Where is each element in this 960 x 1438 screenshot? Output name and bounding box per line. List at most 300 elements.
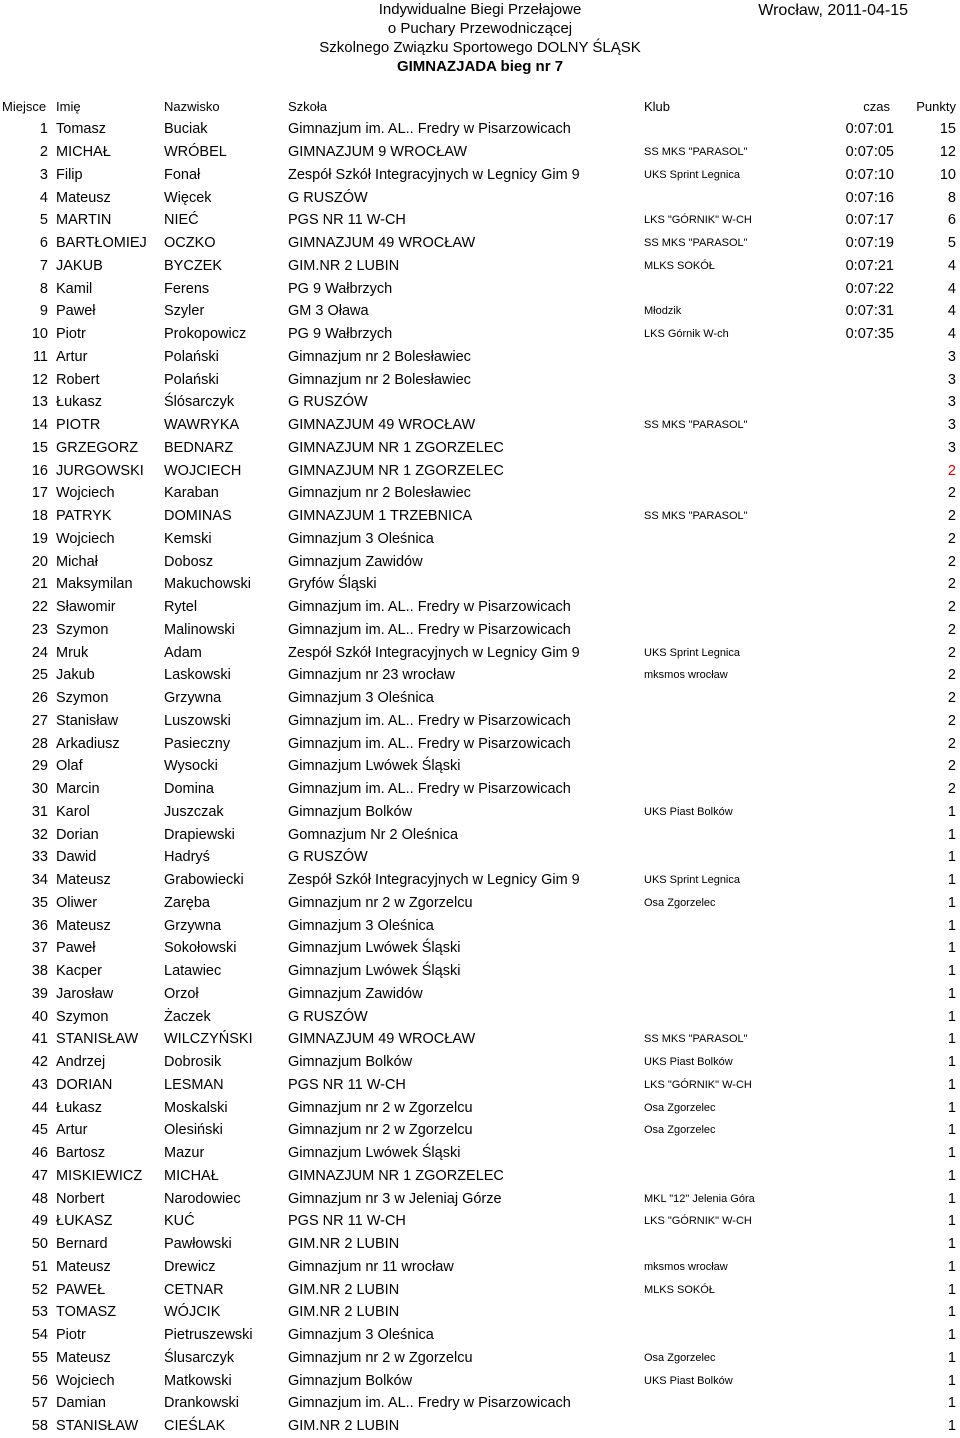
last-name-cell: CETNAR (164, 1281, 224, 1298)
last-name-cell: Żaczek (164, 1008, 211, 1025)
place-cell: 12 (31, 371, 48, 388)
last-name-cell: Drapiewski (164, 826, 235, 843)
time-cell: 0:07:22 (845, 280, 894, 297)
school-cell: GIMNAZJUM 1 TRZEBNICA (288, 508, 473, 525)
title-line-2: o Puchary Przewodniczącej (387, 20, 573, 37)
club-cell: UKS Piast Bolków (644, 805, 733, 818)
place-cell: 40 (31, 1008, 48, 1025)
place-cell: 13 (31, 394, 48, 411)
first-name-cell: Olaf (56, 758, 83, 775)
table-row (0, 596, 960, 619)
last-name-cell: WRÓBEL (164, 144, 227, 161)
last-name-cell: Karaban (164, 485, 219, 502)
school-cell: GIMNAZJUM 49 WROCŁAW (288, 235, 476, 252)
first-name-cell: Mateusz (56, 189, 111, 206)
club-cell: mksmos wrocław (644, 669, 728, 682)
place-cell: 37 (31, 940, 48, 957)
school-cell: Gimnazjum 3 Oleśnica (288, 690, 434, 707)
time-cell (804, 459, 900, 482)
place-cell: 39 (31, 985, 48, 1002)
first-name-cell: BARTŁOMIEJ (56, 235, 147, 252)
time-cell: 0:07:01 (845, 121, 894, 138)
first-name-cell: Łukasz (56, 1099, 102, 1116)
table-row (0, 346, 960, 369)
points-cell: 1 (947, 1349, 956, 1366)
club-cell (644, 277, 804, 300)
school-cell: Gimnazjum nr 11 wrocław (288, 1258, 454, 1275)
club-cell: Młodzik (644, 305, 682, 318)
points-cell: 15 (939, 121, 956, 138)
last-name-cell: KUĆ (164, 1213, 195, 1230)
time-cell (804, 710, 900, 733)
time-cell (804, 1210, 900, 1233)
points-cell: 3 (947, 417, 956, 434)
table-row (0, 1165, 960, 1188)
place-cell: 28 (31, 735, 48, 752)
last-name-cell: Szyler (164, 303, 205, 320)
time-cell: 0:07:10 (845, 166, 894, 183)
points-cell: 3 (947, 348, 956, 365)
table-row (0, 1256, 960, 1279)
first-name-cell: Łukasz (56, 394, 102, 411)
time-cell: 0:07:16 (845, 189, 894, 206)
table-row (0, 414, 960, 437)
time-cell (804, 482, 900, 505)
last-name-cell: Pietruszewski (164, 1327, 253, 1344)
place-cell: 33 (31, 849, 48, 866)
school-cell: GIMNAZJUM 9 WROCŁAW (288, 144, 468, 161)
last-name-cell: NIEĆ (164, 212, 199, 229)
last-name-cell: Pasieczny (164, 735, 231, 752)
column-header-last-name: Nazwisko (164, 98, 220, 114)
first-name-cell: Paweł (56, 303, 96, 320)
points-cell: 2 (947, 485, 956, 502)
time-cell (804, 1301, 900, 1324)
first-name-cell: Mateusz (56, 1349, 111, 1366)
last-name-cell: WÓJCIK (164, 1304, 221, 1321)
first-name-cell: Artur (56, 348, 88, 365)
points-cell: 1 (947, 1099, 956, 1116)
club-cell (644, 846, 804, 869)
last-name-cell: Prokopowicz (164, 326, 247, 343)
club-cell: Osa Zgorzelec (644, 1351, 716, 1364)
school-cell: Gimnazjum Lwówek Śląski (288, 758, 461, 775)
time-cell (804, 505, 900, 528)
club-cell (644, 459, 804, 482)
school-cell: Gimnazjum Lwówek Śląski (288, 1145, 461, 1162)
school-cell: PGS NR 11 W-CH (288, 1076, 406, 1093)
time-cell (804, 619, 900, 642)
first-name-cell: Jakub (56, 667, 95, 684)
club-cell (644, 687, 804, 710)
first-name-cell: Mateusz (56, 1258, 111, 1275)
points-cell: 1 (947, 894, 956, 911)
time-cell (804, 368, 900, 391)
time-cell (804, 1233, 900, 1256)
first-name-cell: STANISŁAW (56, 1418, 139, 1435)
table-row (0, 186, 960, 209)
school-cell: PGS NR 11 W-CH (288, 212, 406, 229)
club-cell: SS MKS "PARASOL" (644, 237, 748, 250)
first-name-cell: Kamil (56, 280, 93, 297)
table-row (0, 1187, 960, 1210)
school-cell: Gimnazjum im. AL.. Fredry w Pisarzowicach (288, 621, 571, 638)
first-name-cell: Dorian (56, 826, 99, 843)
time-cell: 0:07:35 (845, 326, 894, 343)
first-name-cell: PATRYK (56, 508, 112, 525)
last-name-cell: Moskalski (164, 1099, 228, 1116)
first-name-cell: ŁUKASZ (56, 1213, 113, 1230)
first-name-cell: JAKUB (56, 257, 103, 274)
place-cell: 18 (31, 508, 48, 525)
club-cell (644, 914, 804, 937)
last-name-cell: Adam (164, 644, 202, 661)
school-cell: Gimnazjum Bolków (288, 1054, 413, 1071)
table-row (0, 209, 960, 232)
points-cell: 12 (939, 144, 956, 161)
points-cell: 1 (947, 1145, 956, 1162)
school-cell: Gimnazjum im. AL.. Fredry w Pisarzowicach (288, 781, 571, 798)
table-row (0, 823, 960, 846)
last-name-cell: Polański (164, 348, 219, 365)
points-cell: 2 (947, 735, 956, 752)
place-cell: 6 (39, 235, 48, 252)
last-name-cell: Latawiec (164, 963, 222, 980)
time-cell (804, 1278, 900, 1301)
club-cell (644, 528, 804, 551)
place-cell: 7 (39, 257, 48, 274)
club-cell (644, 937, 804, 960)
place-cell: 51 (31, 1258, 48, 1275)
points-cell: 4 (947, 257, 956, 274)
place-cell: 53 (31, 1304, 48, 1321)
first-name-cell: MICHAŁ (56, 144, 111, 161)
club-cell: UKS Sprint Legnica (644, 646, 740, 659)
points-cell: 1 (947, 1281, 956, 1298)
school-cell: Gimnazjum Bolków (288, 1372, 413, 1389)
table-row (0, 664, 960, 687)
first-name-cell: Dawid (56, 849, 97, 866)
club-cell (644, 573, 804, 596)
time-cell (804, 732, 900, 755)
table-row (0, 1301, 960, 1324)
school-cell: Zespół Szkół Integracyjnych w Legnicy Gim 9 (288, 872, 580, 889)
club-cell (644, 960, 804, 983)
club-cell (644, 755, 804, 778)
table-row (0, 573, 960, 596)
first-name-cell: Tomasz (56, 121, 106, 138)
points-cell: 1 (947, 849, 956, 866)
document-date: Wrocław, 2011-04-15 (758, 2, 908, 19)
points-cell: 3 (947, 439, 956, 456)
column-header-club: Klub (644, 98, 671, 114)
points-cell: 1 (947, 1213, 956, 1230)
time-cell (804, 1392, 900, 1415)
school-cell: Gimnazjum im. AL.. Fredry w Pisarzowicach (288, 1395, 571, 1412)
club-cell: mksmos wrocław (644, 1260, 728, 1273)
column-header-points: Punkty (916, 98, 956, 114)
place-cell: 2 (39, 144, 48, 161)
points-cell: 1 (947, 1418, 956, 1435)
first-name-cell: Arkadiusz (56, 735, 120, 752)
last-name-cell: WOJCIECH (164, 462, 242, 479)
school-cell: Gimnazjum nr 2 Bolesławiec (288, 485, 471, 502)
first-name-cell: Wojciech (56, 1372, 115, 1389)
school-cell: Gimnazjum im. AL.. Fredry w Pisarzowicach (288, 599, 571, 616)
last-name-cell: Luszowski (164, 712, 231, 729)
table-row (0, 277, 960, 300)
club-cell: Osa Zgorzelec (644, 1101, 716, 1114)
table-row (0, 528, 960, 551)
club-cell (644, 778, 804, 801)
table-row (0, 1051, 960, 1074)
last-name-cell: Narodowiec (164, 1190, 241, 1207)
place-cell: 23 (31, 621, 48, 638)
points-cell: 2 (947, 644, 956, 661)
first-name-cell: Piotr (56, 1327, 86, 1344)
school-cell: Gimnazjum nr 2 Bolesławiec (288, 348, 471, 365)
first-name-cell: Artur (56, 1122, 88, 1139)
table-row (0, 710, 960, 733)
place-cell: 48 (31, 1190, 48, 1207)
points-cell: 5 (947, 235, 956, 252)
points-cell: 2 (947, 553, 956, 570)
table-row (0, 687, 960, 710)
time-cell (804, 1347, 900, 1370)
place-cell: 15 (31, 439, 48, 456)
school-cell: Gimnazjum Lwówek Śląski (288, 940, 461, 957)
school-cell: Zespół Szkół Integracyjnych w Legnicy Gim 9 (288, 166, 580, 183)
school-cell: Gimnazjum Zawidów (288, 553, 423, 570)
first-name-cell: Szymon (56, 690, 109, 707)
place-cell: 42 (31, 1054, 48, 1071)
table-row (0, 619, 960, 642)
first-name-cell: PIOTR (56, 417, 101, 434)
table-row (0, 1415, 960, 1438)
points-cell: 1 (947, 1076, 956, 1093)
points-cell: 4 (947, 303, 956, 320)
first-name-cell: Damian (56, 1395, 106, 1412)
first-name-cell: Mateusz (56, 872, 111, 889)
title-line-1: Indywidualne Biegi Przełajowe (378, 1, 582, 18)
last-name-cell: Rytel (164, 599, 198, 616)
table-row (0, 368, 960, 391)
first-name-cell: Karol (56, 803, 90, 820)
last-name-cell: Polański (164, 371, 219, 388)
table-row (0, 323, 960, 346)
place-cell: 4 (39, 189, 48, 206)
column-header-place: Miejsce (2, 98, 47, 114)
school-cell: GIM.NR 2 LUBIN (288, 1236, 400, 1253)
place-cell: 29 (31, 758, 48, 775)
first-name-cell: PAWEŁ (56, 1281, 106, 1298)
points-cell: 1 (947, 1304, 956, 1321)
last-name-cell: CIEŚLAK (164, 1418, 226, 1435)
school-cell: Gimnazjum nr 2 w Zgorzelcu (288, 1349, 473, 1366)
place-cell: 47 (31, 1167, 48, 1184)
column-header-time: czas (863, 98, 890, 114)
school-cell: Gimnazjum 3 Oleśnica (288, 917, 434, 934)
club-cell: Osa Zgorzelec (644, 896, 716, 909)
club-cell: UKS Sprint Legnica (644, 874, 740, 887)
points-cell: 2 (947, 530, 956, 547)
table-row (0, 164, 960, 187)
table-row (0, 1096, 960, 1119)
place-cell: 19 (31, 530, 48, 547)
club-cell: MLKS SOKÓŁ (644, 1283, 715, 1296)
place-cell: 11 (32, 348, 48, 365)
time-cell (804, 960, 900, 983)
school-cell: Gimnazjum nr 3 w Jeleniaj Górze (288, 1190, 502, 1207)
time-cell (804, 550, 900, 573)
points-cell: 1 (947, 1122, 956, 1139)
place-cell: 5 (39, 212, 48, 229)
time-cell (804, 573, 900, 596)
first-name-cell: Piotr (56, 326, 86, 343)
first-name-cell: Szymon (56, 621, 109, 638)
table-row (0, 482, 960, 505)
table-row (0, 732, 960, 755)
club-cell (644, 619, 804, 642)
time-cell (804, 1369, 900, 1392)
place-cell: 43 (31, 1076, 48, 1093)
club-cell: UKS Piast Bolków (644, 1374, 733, 1387)
table-row (0, 641, 960, 664)
points-cell: 1 (947, 1236, 956, 1253)
first-name-cell: STANISŁAW (56, 1031, 139, 1048)
table-row (0, 892, 960, 915)
club-cell (644, 1415, 804, 1438)
club-cell: MLKS SOKÓŁ (644, 259, 715, 272)
first-name-cell: MARTIN (56, 212, 112, 229)
club-cell: LKS "GÓRNIK" W-CH (644, 214, 752, 227)
time-cell (804, 801, 900, 824)
place-cell: 34 (31, 872, 48, 889)
points-cell: 1 (947, 940, 956, 957)
club-cell (644, 1392, 804, 1415)
table-row (0, 801, 960, 824)
time-cell (804, 1165, 900, 1188)
table-row (0, 459, 960, 482)
place-cell: 17 (31, 485, 48, 502)
table-row (0, 1028, 960, 1051)
school-cell: G RUSZÓW (288, 394, 368, 411)
last-name-cell: MICHAŁ (164, 1167, 219, 1184)
last-name-cell: Makuchowski (164, 576, 252, 593)
club-cell (644, 482, 804, 505)
time-cell (804, 1187, 900, 1210)
time-cell (804, 1119, 900, 1142)
club-cell (644, 1233, 804, 1256)
school-cell: G RUSZÓW (288, 1008, 368, 1025)
school-cell: Gimnazjum nr 2 w Zgorzelcu (288, 1099, 473, 1116)
school-cell: Gimnazjum nr 2 w Zgorzelcu (288, 1122, 473, 1139)
club-cell: SS MKS "PARASOL" (644, 1033, 748, 1046)
time-cell (804, 892, 900, 915)
first-name-cell: Mruk (56, 644, 89, 661)
club-cell (644, 437, 804, 460)
time-cell: 0:07:17 (845, 212, 894, 229)
first-name-cell: Wojciech (56, 485, 115, 502)
place-cell: 21 (31, 576, 48, 593)
table-row (0, 1392, 960, 1415)
school-cell: Gimnazjum im. AL.. Fredry w Pisarzowicach (288, 735, 571, 752)
place-cell: 56 (31, 1372, 48, 1389)
last-name-cell: Grzywna (164, 690, 222, 707)
points-cell: 1 (947, 872, 956, 889)
place-cell: 25 (31, 667, 48, 684)
first-name-cell: Michał (56, 553, 98, 570)
place-cell: 20 (31, 553, 48, 570)
table-row (0, 1074, 960, 1097)
table-row (0, 255, 960, 278)
points-cell: 1 (947, 1372, 956, 1389)
school-cell: Gimnazjum nr 2 w Zgorzelcu (288, 894, 473, 911)
time-cell (804, 596, 900, 619)
last-name-cell: Dobrosik (164, 1054, 222, 1071)
first-name-cell: TOMASZ (56, 1304, 117, 1321)
time-cell (804, 346, 900, 369)
table-row (0, 983, 960, 1006)
last-name-cell: Kemski (164, 530, 212, 547)
place-cell: 24 (31, 644, 48, 661)
school-cell: GIM.NR 2 LUBIN (288, 1304, 400, 1321)
place-cell: 26 (31, 690, 48, 707)
school-cell: Gimnazjum Bolków (288, 803, 413, 820)
club-cell: SS MKS "PARASOL" (644, 510, 748, 523)
school-cell: GIMNAZJUM NR 1 ZGORZELEC (288, 462, 504, 479)
place-cell: 46 (31, 1145, 48, 1162)
points-cell: 2 (947, 712, 956, 729)
place-cell: 58 (31, 1418, 48, 1435)
table-row (0, 960, 960, 983)
time-cell: 0:07:21 (845, 257, 894, 274)
time-cell (804, 778, 900, 801)
club-cell (644, 732, 804, 755)
place-cell: 8 (39, 280, 48, 297)
place-cell: 54 (31, 1327, 48, 1344)
club-cell (644, 710, 804, 733)
points-cell: 2 (947, 667, 956, 684)
first-name-cell: Paweł (56, 940, 96, 957)
table-row (0, 391, 960, 414)
school-cell: Gomnazjum Nr 2 Oleśnica (288, 826, 459, 843)
first-name-cell: DORIAN (56, 1076, 113, 1093)
place-cell: 31 (31, 803, 48, 820)
time-cell (804, 755, 900, 778)
club-cell (644, 1301, 804, 1324)
last-name-cell: Wysocki (164, 758, 218, 775)
time-cell (804, 687, 900, 710)
points-cell: 6 (947, 212, 956, 229)
first-name-cell: Stanisław (56, 712, 119, 729)
club-cell (644, 346, 804, 369)
table-row (0, 869, 960, 892)
last-name-cell: Olesiński (164, 1122, 223, 1139)
table-row (0, 1278, 960, 1301)
first-name-cell: GRZEGORZ (56, 439, 139, 456)
place-cell: 14 (31, 417, 48, 434)
first-name-cell: Marcin (56, 781, 100, 798)
points-cell: 1 (947, 1395, 956, 1412)
table-row (0, 914, 960, 937)
first-name-cell: Robert (56, 371, 100, 388)
table-row (0, 1347, 960, 1370)
points-cell: 2 (947, 599, 956, 616)
school-cell: GIM.NR 2 LUBIN (288, 1281, 400, 1298)
first-name-cell: Sławomir (56, 599, 116, 616)
last-name-cell: Juszczak (164, 803, 224, 820)
